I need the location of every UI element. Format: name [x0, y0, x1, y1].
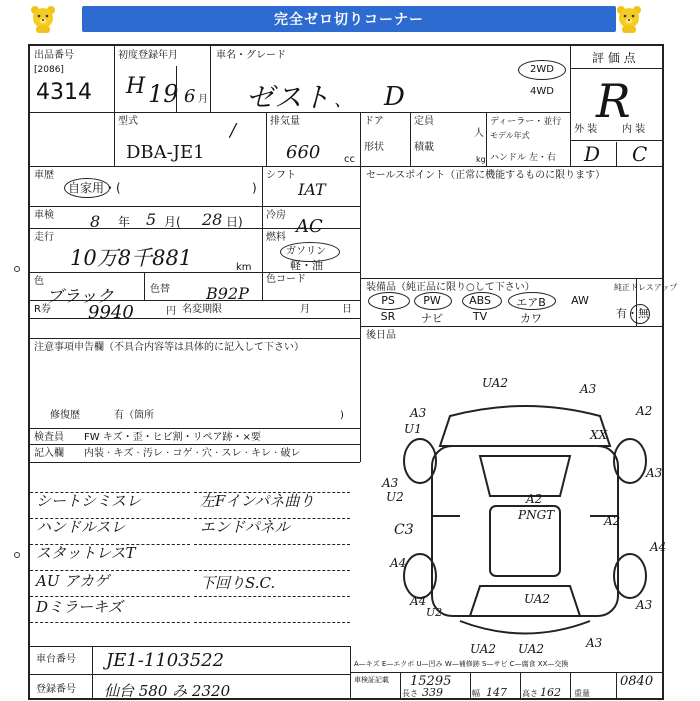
fuel-gasoline: ガソリン [286, 246, 326, 257]
mark-ua2-trunk: UA2 [524, 592, 551, 606]
car-name-label: 車名・グレード [216, 50, 286, 61]
inspector-items: FW キズ・歪・ヒビ割・リペア跡・×要 [84, 432, 261, 443]
remark-left-1: シートシミスレ [36, 492, 142, 510]
mark-ua2-top: UA2 [482, 376, 509, 390]
color-change-label: 色替 [150, 284, 170, 295]
color-label: 色 [34, 276, 44, 287]
length-label: 長さ [402, 689, 418, 698]
mark-u2-left: U2 [386, 490, 404, 504]
after-label: 後日品 [366, 330, 396, 341]
displacement-value: 660 [286, 142, 321, 163]
capacity-unit: 人 [474, 128, 484, 139]
mark-a3-left: A3 [410, 406, 427, 420]
damage-legend: A—キズ E—エクボ U—凹み W—補修跡 S—サビ C—腐食 XX—交換 [354, 660, 569, 668]
mark-a3-top-right: A3 [580, 382, 597, 396]
remark-left-3: スタットレスT [36, 544, 136, 562]
banner-title: 完全ゼロ切りコーナー [82, 6, 616, 32]
mark-a4-left: A4 [390, 556, 407, 570]
first-registration-year: 19 [148, 80, 179, 108]
mileage-label: 走行 [34, 232, 54, 243]
weight-value: 0840 [620, 674, 654, 689]
equip-sr: SR [380, 310, 396, 323]
recycle-value: 9940 [88, 302, 134, 323]
mark-a4-right: A4 [650, 540, 667, 554]
model-label: 型式 [118, 116, 138, 127]
load-unit: kg [476, 155, 486, 164]
writer-items: 内装 · キズ · 汚レ · コゲ · 穴 · スレ · キレ · 破レ [84, 448, 301, 459]
remark-right-3: 下回りS.C. [200, 574, 276, 592]
margin-mark [14, 266, 20, 272]
km-unit: km [236, 262, 252, 273]
repair-label: 修復歴 [50, 410, 80, 421]
height-value: 162 [540, 686, 561, 699]
width-label: 幅 [472, 689, 480, 698]
remark-right-2: エンドパネル [200, 518, 290, 536]
remark-left-5: Dミラーキズ [36, 598, 123, 616]
equip-navi: ナビ [421, 312, 443, 325]
dressup-label: 純正ドレスアップ [614, 283, 678, 292]
evaluation-score: R [596, 74, 631, 128]
car-name: ゼスト [246, 81, 331, 114]
banner [0, 0, 700, 38]
length-value: 339 [422, 686, 443, 699]
equip-tv: TV [472, 310, 488, 323]
color-code-label: 色コード [266, 274, 306, 285]
inspection-day: 28 [202, 210, 223, 229]
load-label: 積載 [414, 142, 434, 153]
ac-value: AC [296, 216, 323, 237]
equip-airbag: エアB [516, 296, 546, 309]
displacement-label: 排気量 [270, 116, 300, 127]
remark-left-4: AU アカゲ [36, 572, 110, 590]
color-value: ブラック [46, 287, 114, 307]
model-year-label: モデル年式 [490, 131, 530, 140]
ac-label: 冷房 [266, 210, 286, 221]
lot-number-label: 出品番号 [34, 50, 74, 61]
equip-ps: PS [381, 294, 395, 307]
model-value: DBA-JE1 [126, 142, 205, 163]
fuel-label: 燃料 [266, 232, 286, 243]
mark-u2-bottom: U2 [426, 606, 443, 619]
shape-label: 形状 [364, 142, 384, 153]
selling-points-label: セールスポイント（正常に機能するものに限ります） [366, 170, 606, 181]
writer-label: 記入欄 [34, 448, 64, 459]
dressup-value: 有・無 [616, 307, 649, 320]
shift-value: IAT [298, 180, 326, 199]
inspection-year: 8 [90, 212, 101, 231]
history-label: 車歴 [34, 170, 54, 181]
remark-right-1: 左Fインパネ曲り [200, 492, 315, 510]
mark-a3-left-mid: A3 [382, 476, 399, 490]
exterior-label: 外 装 [574, 124, 598, 135]
fuel-diesel: 軽・油 [290, 259, 323, 272]
height-label: 高さ [522, 689, 538, 698]
repair-value: 有（箇所 [114, 410, 154, 421]
mark-a3-bumper: A3 [586, 636, 603, 650]
equip-leather: カワ [520, 312, 542, 325]
mark-a3-bottom-right: A3 [636, 598, 653, 612]
dealer-label: ディーラー・並行 [490, 117, 562, 127]
inspection-label: 車検 [34, 210, 54, 221]
inspection-month: 5 [146, 210, 157, 229]
mark-a2-right-side: A2 [604, 514, 621, 528]
mark-a2-right: A2 [636, 404, 653, 418]
interior-label: 内 装 [622, 124, 646, 135]
registration-value: 仙台 580 み 2320 [104, 682, 231, 700]
teddy-bear-icon [614, 4, 644, 34]
lot-code: [2086] [34, 65, 64, 75]
grade: D [384, 82, 405, 112]
teddy-bear-icon [28, 4, 58, 34]
mark-a3-right-mid: A3 [646, 466, 663, 480]
first-registration-era: H [126, 74, 146, 99]
interior-grade: C [632, 142, 648, 166]
registration-label: 登録番号 [36, 684, 76, 695]
mark-png: PNGT [518, 508, 555, 522]
exterior-grade: D [584, 142, 601, 166]
auction-sheet: 出品番号 [2086] 4314 初度登録年月 H 19 6 月 車名・グレード ゼスト 、 D 2WD 4WD 評 価 点 R 型式 DBA-JE1 / 排気量 660 cc ドア 形状 定員 積載 人 kg ディーラー・並行 モデル年式 ハンドル 左・右 外 装 内 装 D C 車歴 自家用・( ) シフト IAT 車検 8 年 5 月( 28 日) 冷房 AC 走行 10万8千881 km 燃料 ガソリン 軽・油 色 ブラック 色替 色コード B92P R券 9940 円 名変期限 月 日 セールスポイント（正常に機能するものに限ります） 装備品（純正品に限り○して下さい） 純正ドレスアップ PS PW ABS エアB AW SR ナビ TV カワ 有・無 後日品 注意事項申告欄（不具合内容等は具体的に記入して下さい） 修復歴 有（箇所 ) 検査員 FW キズ・歪・ヒビ割・リペア跡・×要 記入欄 内装 · キズ · 汚レ · コゲ · 穴 · スレ · キレ · 破レ シートシミスレ ハンドルスレ スタットレスT AU アカゲ Dミラーキズ 左Fインパネ曲り エンドパネル 下回りS.C. UA2 A3 A3 U1 A2 XX A3 U2 A3 A2 C3 A2 PNGT A4 A4 A4 U2 UA2 A3 UA2 UA2 A3 A—キズ E—エクボ U—凹み W—補修跡 S—サビ C—腐食 XX—交換 車台番号 JE1-1103522 登録番号 仙台 580 み 2320 車検証記載 15295 長さ 339 幅 147 高さ 162 重量 0840 [28, 44, 664, 700]
mark-u1: U1 [404, 422, 422, 436]
first-registration-month: 6 [184, 86, 196, 107]
mark-a4-bottom: A4 [410, 594, 427, 608]
mark-ua2-bumper-left: UA2 [470, 642, 497, 656]
chassis-value: JE1-1103522 [106, 650, 225, 671]
drive-4wd: 4WD [530, 86, 554, 97]
inspector-label: 検査員 [34, 432, 64, 443]
drive-2wd: 2WD [530, 64, 554, 75]
handle-label: ハンドル 左・右 [490, 153, 556, 163]
month-unit: 月 [198, 94, 208, 105]
mark-c3: C3 [394, 522, 414, 538]
mileage-value: 10万8千881 [70, 246, 193, 270]
capacity-label: 定員 [414, 116, 434, 127]
mark-xx: XX [590, 428, 608, 442]
mark-ua2-bumper-right: UA2 [518, 642, 545, 656]
remark-left-2: ハンドルスレ [36, 518, 126, 536]
cc-unit: cc [344, 154, 355, 165]
equipment-title: 装備品（純正品に限り○して下さい） [366, 282, 535, 293]
evaluation-label: 評 価 点 [592, 51, 636, 65]
width-value: 147 [486, 686, 507, 699]
equip-aw: AW [571, 294, 589, 307]
lot-number: 4314 [36, 80, 92, 105]
first-registration-label: 初度登録年月 [118, 50, 178, 61]
cert-label: 車検証記載 [354, 676, 389, 684]
validity-label: 名変期限 [182, 304, 222, 315]
weight-label: 重量 [574, 689, 590, 698]
mark-a2-roof: A2 [526, 492, 543, 506]
equip-abs: ABS [469, 294, 491, 307]
equip-pw: PW [423, 294, 441, 307]
recycle-label: R券 [34, 304, 51, 315]
notes-title: 注意事項申告欄（不具合内容等は具体的に記入して下さい） [34, 342, 304, 353]
shift-label: シフト [266, 170, 296, 181]
margin-mark [14, 552, 20, 558]
color-code: B92P [206, 284, 249, 303]
door-label: ドア [364, 116, 384, 127]
history-value: 自家用・( [68, 181, 121, 195]
total-value: 15295 [410, 674, 452, 689]
chassis-label: 車台番号 [36, 654, 76, 665]
